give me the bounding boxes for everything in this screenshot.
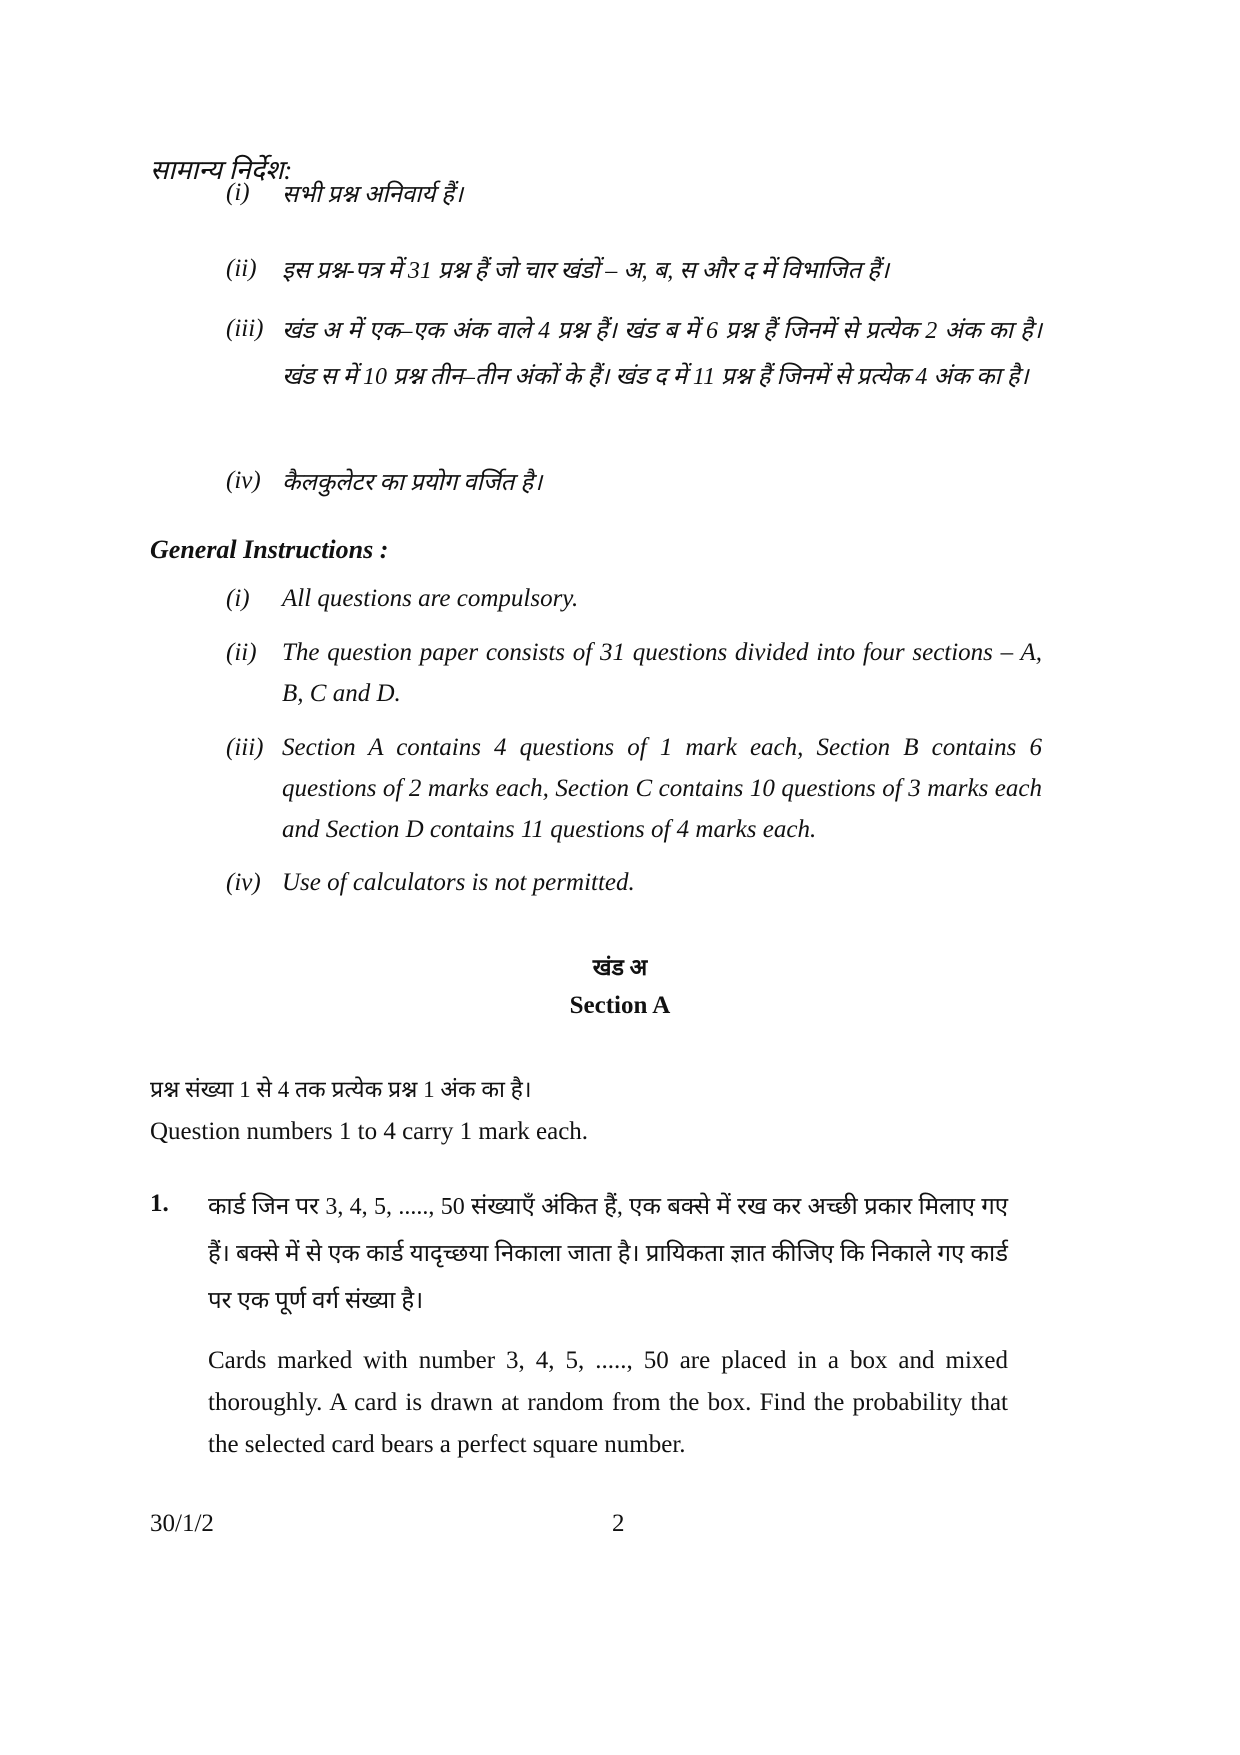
hindi-instructions-heading: सामान्य निर्देश:	[150, 155, 293, 185]
item-number: (ii)	[226, 255, 257, 282]
section-info-english: Question numbers 1 to 4 carry 1 mark each.	[150, 1118, 589, 1145]
item-text: खंड अ में एक–एक अंक वाले 4 प्रश्न हैं। खंड ब में 6 प्रश्न हैं जिनमें से प्रत्येक 2 अंक का है। खंड स में 10 प्रश्न तीन–तीन अंकों के हैं। खंड द में 11 प्रश्न हैं जिनमें से प्रत्येक 4 अंक का है।	[282, 318, 1042, 390]
section-info-hindi: प्रश्न संख्या 1 से 4 तक प्रत्येक प्रश्न 1 अंक का है।	[150, 1077, 532, 1102]
item-text: कैलकुलेटर का प्रयोग वर्जित है।	[282, 470, 543, 496]
item-number: (iii)	[226, 734, 264, 761]
page-number: 2	[612, 1510, 625, 1537]
item-text: The question paper consists of 31 questions divided into four sections – A, B, C and D.	[282, 639, 1042, 707]
item-number: (iv)	[226, 869, 261, 896]
english-instructions-heading: General Instructions :	[150, 535, 389, 564]
item-number: (i)	[226, 179, 250, 206]
section-title-hindi: खंड अ	[592, 955, 648, 980]
question-number: 1.	[150, 1190, 169, 1217]
item-number: (iii)	[226, 315, 264, 342]
item-number: (ii)	[226, 639, 257, 666]
question-text-english: Cards marked with number 3, 4, 5, ....., 50 are placed in a box and mixed thoroughly. A card is drawn at random from the box. Find the probability that the selected card bears a perfect square number.	[208, 1347, 1008, 1458]
question-text-hindi: कार्ड जिन पर 3, 4, 5, ....., 50 संख्याएँ अंकित हैं, एक बक्से में रख कर अच्छी प्रकार मिलाए गए हैं। बक्से में से एक कार्ड यादृच्छया निकाला जाता है। प्रायिकता ज्ञात कीजिए कि निकाले गए कार्ड पर एक पूर्ण वर्ग संख्या है।	[208, 1194, 1008, 1314]
item-text: सभी प्रश्न अनिवार्य हैं।	[282, 182, 464, 208]
item-text: Section A contains 4 questions of 1 mark each, Section B contains 6 questions of 2 marks each, Section C contains 10 questions of 3 marks each and Section D contains 11 questions of 4 marks each.	[282, 734, 1042, 843]
item-text: इस प्रश्न-पत्र में 31 प्रश्न हैं जो चार खंडों – अ, ब, स और द में विभाजित हैं।	[282, 258, 890, 284]
item-number: (i)	[226, 585, 250, 612]
item-number: (iv)	[226, 467, 261, 494]
item-text: Use of calculators is not permitted.	[282, 869, 635, 896]
paper-code: 30/1/2	[150, 1510, 214, 1537]
section-title-english: Section A	[569, 992, 671, 1019]
item-text: All questions are compulsory.	[282, 585, 579, 612]
